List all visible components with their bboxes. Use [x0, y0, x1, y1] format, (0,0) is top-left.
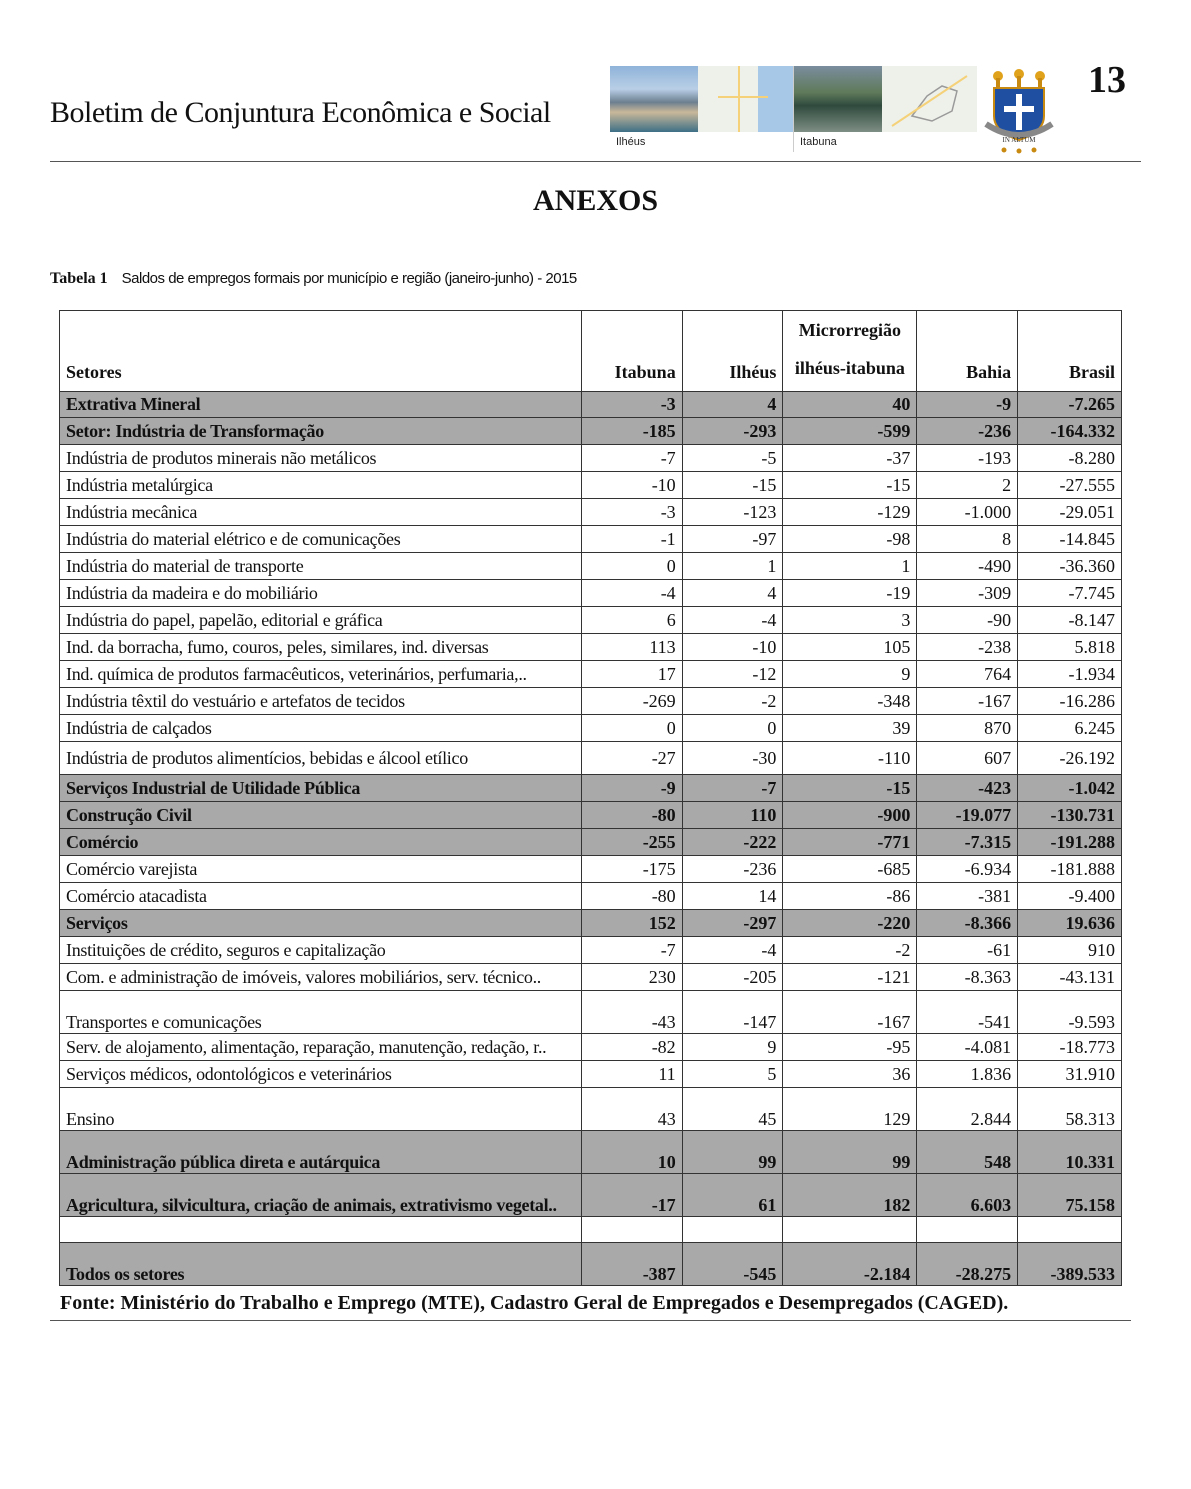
row-label: Agricultura, silvicultura, criação de animais, extrativismo vegetal.. — [60, 1174, 582, 1217]
cell-brasil: -7.265 — [1018, 392, 1122, 418]
cell-ilheus: -205 — [682, 964, 783, 991]
header-itabuna: Itabuna — [581, 311, 682, 392]
cell-micro: 40 — [783, 392, 917, 418]
cell-itabuna: -80 — [581, 883, 682, 910]
cell-bahia: -4.081 — [917, 1034, 1018, 1061]
table-row — [60, 1034, 1122, 1061]
table-row — [60, 775, 1122, 802]
table-row — [60, 742, 1122, 775]
table-row — [60, 937, 1122, 964]
cell-micro: 182 — [783, 1174, 917, 1217]
cell-brasil: -27.555 — [1018, 472, 1122, 499]
cell-ilheus: 45 — [682, 1088, 783, 1131]
table-row — [60, 526, 1122, 553]
row-label: Ensino — [60, 1088, 582, 1131]
row-label: Comércio — [60, 829, 582, 856]
cell-brasil: -9.593 — [1018, 991, 1122, 1034]
cell-bahia: -8.366 — [917, 910, 1018, 937]
cell-micro: -129 — [783, 499, 917, 526]
table-row — [60, 1174, 1122, 1217]
cell-micro: -86 — [783, 883, 917, 910]
cell-brasil: 910 — [1018, 937, 1122, 964]
row-label: Indústria mecânica — [60, 499, 582, 526]
cell-bahia: -309 — [917, 580, 1018, 607]
logo-motto: IN ALTUM — [1002, 136, 1036, 144]
cell-brasil: 58.313 — [1018, 1088, 1122, 1131]
table-row — [60, 964, 1122, 991]
row-label: Indústria do papel, papelão, editorial e gráfica — [60, 607, 582, 634]
row-label: Indústria de produtos alimentícios, bebidas e álcool etílico — [60, 742, 582, 775]
cell-itabuna: -185 — [581, 418, 682, 445]
cell-micro: -599 — [783, 418, 917, 445]
cell-bahia: -541 — [917, 991, 1018, 1034]
table-row — [60, 715, 1122, 742]
cell-ilheus: 99 — [682, 1131, 783, 1174]
cell-bahia: -28.275 — [917, 1243, 1018, 1286]
ilheus-map — [698, 66, 793, 132]
cell-micro: -2 — [783, 937, 917, 964]
cell-ilheus: 5 — [682, 1061, 783, 1088]
cell-itabuna: 17 — [581, 661, 682, 688]
cell-micro: -771 — [783, 829, 917, 856]
cell-bahia: -6.934 — [917, 856, 1018, 883]
cell-itabuna: 11 — [581, 1061, 682, 1088]
cell-itabuna: -3 — [581, 499, 682, 526]
table-caption-text: Saldos de empregos formais por município e região (janeiro-junho) - 2015 — [121, 270, 577, 287]
cell-itabuna: -43 — [581, 991, 682, 1034]
cell-ilheus: -297 — [682, 910, 783, 937]
cell-bahia: 548 — [917, 1131, 1018, 1174]
cell-itabuna: -82 — [581, 1034, 682, 1061]
table-row — [60, 883, 1122, 910]
cell-ilheus: -5 — [682, 445, 783, 472]
cell-ilheus: -4 — [682, 607, 783, 634]
cell-brasil: 31.910 — [1018, 1061, 1122, 1088]
cell-bahia: -490 — [917, 553, 1018, 580]
cell-itabuna: -175 — [581, 856, 682, 883]
row-label: Instituições de crédito, seguros e capitalização — [60, 937, 582, 964]
cell-micro: -110 — [783, 742, 917, 775]
cell-bahia: -381 — [917, 883, 1018, 910]
cell-ilheus: -10 — [682, 634, 783, 661]
cell-brasil: 6.245 — [1018, 715, 1122, 742]
cell-ilheus: 110 — [682, 802, 783, 829]
cell-ilheus: -236 — [682, 856, 783, 883]
table-row — [60, 856, 1122, 883]
header-microrregiao — [783, 311, 917, 392]
table-row — [60, 553, 1122, 580]
header-micro-line1: Microrregião — [798, 320, 902, 340]
cell-micro: -2.184 — [783, 1243, 917, 1286]
cell-bahia: 2 — [917, 472, 1018, 499]
cell-micro: -95 — [783, 1034, 917, 1061]
row-label: Indústria metalúrgica — [60, 472, 582, 499]
cell-bahia: -8.363 — [917, 964, 1018, 991]
cell-bahia: 764 — [917, 661, 1018, 688]
row-label: Serv. de alojamento, alimentação, reparação, manutenção, redação, r.. — [60, 1034, 582, 1061]
table-row — [60, 910, 1122, 937]
cell-bahia: 607 — [917, 742, 1018, 775]
table-row — [60, 634, 1122, 661]
cell-ilheus: 61 — [682, 1174, 783, 1217]
header-brasil: Brasil — [1018, 311, 1122, 392]
header-bahia: Bahia — [917, 311, 1018, 392]
cell-brasil: -181.888 — [1018, 856, 1122, 883]
table-row — [60, 580, 1122, 607]
cell-brasil: -130.731 — [1018, 802, 1122, 829]
cell-micro: 9 — [783, 661, 917, 688]
header-micro-line2: ilhéus-itabuna — [794, 358, 905, 378]
cell-micro: -15 — [783, 472, 917, 499]
cell-bahia: -193 — [917, 445, 1018, 472]
cell-ilheus: -222 — [682, 829, 783, 856]
header-ilheus: Ilhéus — [682, 311, 783, 392]
row-label: Com. e administração de imóveis, valores mobiliários, serv. técnico.. — [60, 964, 582, 991]
cell-brasil: -14.845 — [1018, 526, 1122, 553]
cell-ilheus: -7 — [682, 775, 783, 802]
table-row — [60, 661, 1122, 688]
cell-brasil: 75.158 — [1018, 1174, 1122, 1217]
row-label: Indústria de calçados — [60, 715, 582, 742]
cell-micro: -98 — [783, 526, 917, 553]
cell-bahia: -423 — [917, 775, 1018, 802]
source-note: Fonte: Ministério do Trabalho e Emprego (MTE), Cadastro Geral de Empregados e Desempregados (CAGED). — [60, 1292, 1009, 1314]
row-label: Ind. da borracha, fumo, couros, peles, similares, ind. diversas — [60, 634, 582, 661]
row-label: Indústria do material elétrico e de comunicações — [60, 526, 582, 553]
cell-itabuna: -4 — [581, 580, 682, 607]
cell-micro: -19 — [783, 580, 917, 607]
cell-micro: -121 — [783, 964, 917, 991]
cell-bahia: 2.844 — [917, 1088, 1018, 1131]
annex-title: ANEXOS — [532, 184, 659, 217]
cell-ilheus: 4 — [682, 392, 783, 418]
cell-itabuna: 6 — [581, 607, 682, 634]
table-spacer-row — [60, 1217, 1122, 1243]
cell-brasil: -18.773 — [1018, 1034, 1122, 1061]
row-label: Administração pública direta e autárquica — [60, 1131, 582, 1174]
cell-itabuna: 0 — [581, 553, 682, 580]
cell-micro: 36 — [783, 1061, 917, 1088]
ilheus-panel — [610, 66, 794, 152]
table-row — [60, 499, 1122, 526]
row-label: Setor: Indústria de Transformação — [60, 418, 582, 445]
table-row — [60, 829, 1122, 856]
row-label: Serviços Industrial de Utilidade Pública — [60, 775, 582, 802]
cell-brasil: -26.192 — [1018, 742, 1122, 775]
cell-bahia: 8 — [917, 526, 1018, 553]
cell-brasil: -43.131 — [1018, 964, 1122, 991]
cell-brasil: -16.286 — [1018, 688, 1122, 715]
cell-itabuna: 113 — [581, 634, 682, 661]
table-row — [60, 1061, 1122, 1088]
row-label: Comércio varejista — [60, 856, 582, 883]
table-total-row — [60, 1243, 1122, 1286]
row-label: Ind. química de produtos farmacêuticos, veterinários, perfumaria,.. — [60, 661, 582, 688]
cell-micro: -348 — [783, 688, 917, 715]
cell-micro: -167 — [783, 991, 917, 1034]
cell-bahia: -7.315 — [917, 829, 1018, 856]
cell-bahia: -9 — [917, 392, 1018, 418]
cell-bahia: -238 — [917, 634, 1018, 661]
cell-bahia: -167 — [917, 688, 1018, 715]
row-label: Todos os setores — [60, 1243, 582, 1286]
cell-brasil: 5.818 — [1018, 634, 1122, 661]
cell-ilheus: -15 — [682, 472, 783, 499]
cell-itabuna: -80 — [581, 802, 682, 829]
cell-bahia: -90 — [917, 607, 1018, 634]
table-row — [60, 1088, 1122, 1131]
row-label: Extrativa Mineral — [60, 392, 582, 418]
row-label: Indústria da madeira e do mobiliário — [60, 580, 582, 607]
cell-itabuna: 152 — [581, 910, 682, 937]
header-banner — [610, 66, 977, 152]
cell-ilheus: -2 — [682, 688, 783, 715]
cell-micro: -685 — [783, 856, 917, 883]
cell-itabuna: -255 — [581, 829, 682, 856]
cell-brasil: -191.288 — [1018, 829, 1122, 856]
cell-itabuna: -27 — [581, 742, 682, 775]
table-row — [60, 472, 1122, 499]
cell-itabuna: -10 — [581, 472, 682, 499]
row-label: Indústria têxtil do vestuário e artefatos de tecidos — [60, 688, 582, 715]
cell-itabuna: 10 — [581, 1131, 682, 1174]
header-setores: Setores — [60, 311, 582, 392]
table-row — [60, 445, 1122, 472]
cell-bahia: 870 — [917, 715, 1018, 742]
cell-brasil: -164.332 — [1018, 418, 1122, 445]
cell-micro: 1 — [783, 553, 917, 580]
cell-micro: 99 — [783, 1131, 917, 1174]
cell-micro: 3 — [783, 607, 917, 634]
cell-itabuna: -269 — [581, 688, 682, 715]
cell-itabuna: -387 — [581, 1243, 682, 1286]
cell-micro: -220 — [783, 910, 917, 937]
table-header-row — [60, 311, 1122, 392]
table-caption — [50, 270, 577, 288]
table-row — [60, 607, 1122, 634]
page-number: 13 — [1088, 59, 1126, 101]
cell-ilheus: -30 — [682, 742, 783, 775]
cell-brasil: -9.400 — [1018, 883, 1122, 910]
cell-brasil: 19.636 — [1018, 910, 1122, 937]
bulletin-title: Boletim de Conjuntura Econômica e Social — [50, 96, 551, 129]
cell-brasil: -1.042 — [1018, 775, 1122, 802]
cell-brasil: 10.331 — [1018, 1131, 1122, 1174]
cell-itabuna: -7 — [581, 445, 682, 472]
cell-itabuna: -3 — [581, 392, 682, 418]
cell-ilheus: 9 — [682, 1034, 783, 1061]
cell-ilheus: -4 — [682, 937, 783, 964]
row-label: Comércio atacadista — [60, 883, 582, 910]
cell-bahia: -19.077 — [917, 802, 1018, 829]
cell-itabuna: 230 — [581, 964, 682, 991]
row-label: Indústria de produtos minerais não metálicos — [60, 445, 582, 472]
cell-brasil: -29.051 — [1018, 499, 1122, 526]
itabuna-panel — [794, 66, 977, 152]
cell-micro: -37 — [783, 445, 917, 472]
table-row — [60, 688, 1122, 715]
cell-itabuna: 0 — [581, 715, 682, 742]
cell-ilheus: 14 — [682, 883, 783, 910]
table-row — [60, 392, 1122, 418]
cell-ilheus: 1 — [682, 553, 783, 580]
cell-micro: -900 — [783, 802, 917, 829]
cell-ilheus: -545 — [682, 1243, 783, 1286]
cell-bahia: -61 — [917, 937, 1018, 964]
cell-bahia: -1.000 — [917, 499, 1018, 526]
cell-ilheus: -12 — [682, 661, 783, 688]
cell-brasil: -8.147 — [1018, 607, 1122, 634]
cell-itabuna: -9 — [581, 775, 682, 802]
cell-brasil: -7.745 — [1018, 580, 1122, 607]
cell-itabuna: -7 — [581, 937, 682, 964]
ilheus-caption: Ilhéus — [616, 136, 646, 148]
cell-brasil: -389.533 — [1018, 1243, 1122, 1286]
cell-brasil: -8.280 — [1018, 445, 1122, 472]
cell-itabuna: 43 — [581, 1088, 682, 1131]
row-label: Serviços — [60, 910, 582, 937]
cell-bahia: 1.836 — [917, 1061, 1018, 1088]
table-row — [60, 802, 1122, 829]
cell-ilheus: -293 — [682, 418, 783, 445]
header-divider — [50, 161, 1141, 162]
employment-table — [59, 310, 1122, 1286]
row-label: Serviços médicos, odontológicos e veterinários — [60, 1061, 582, 1088]
cell-itabuna: -17 — [581, 1174, 682, 1217]
cell-ilheus: -147 — [682, 991, 783, 1034]
table-row — [60, 418, 1122, 445]
cell-ilheus: 4 — [682, 580, 783, 607]
row-label: Indústria do material de transporte — [60, 553, 582, 580]
itabuna-photo — [794, 66, 882, 132]
cell-micro: 39 — [783, 715, 917, 742]
row-label: Construção Civil — [60, 802, 582, 829]
cell-ilheus: -123 — [682, 499, 783, 526]
cell-ilheus: 0 — [682, 715, 783, 742]
footer-divider — [50, 1320, 1131, 1321]
university-crest-logo — [982, 66, 1056, 154]
cell-brasil: -36.360 — [1018, 553, 1122, 580]
cell-micro: -15 — [783, 775, 917, 802]
cell-bahia: 6.603 — [917, 1174, 1018, 1217]
itabuna-map — [882, 66, 977, 132]
cell-ilheus: -97 — [682, 526, 783, 553]
table-row — [60, 991, 1122, 1034]
cell-micro: 129 — [783, 1088, 917, 1131]
table-row — [60, 1131, 1122, 1174]
cell-micro: 105 — [783, 634, 917, 661]
cell-itabuna: -1 — [581, 526, 682, 553]
row-label: Transportes e comunicações — [60, 991, 582, 1034]
table-caption-label: Tabela 1 — [50, 270, 108, 287]
cell-bahia: -236 — [917, 418, 1018, 445]
ilheus-photo — [610, 66, 698, 132]
itabuna-caption: Itabuna — [800, 136, 837, 148]
itabuna-map-outline — [882, 66, 977, 132]
cell-brasil: -1.934 — [1018, 661, 1122, 688]
